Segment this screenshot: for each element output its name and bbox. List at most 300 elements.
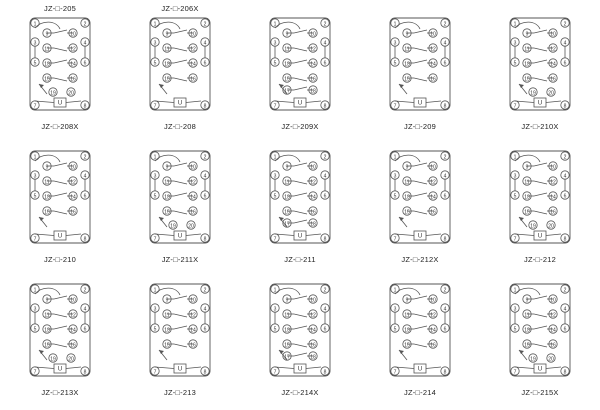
svg-text:13: 13 (284, 194, 290, 201)
svg-text:11: 11 (44, 46, 50, 53)
coil-label: U (177, 100, 183, 107)
terminal-8 (201, 234, 209, 243)
svg-text:4: 4 (83, 40, 87, 47)
svg-text:16: 16 (190, 76, 196, 83)
terminal-8 (81, 234, 89, 243)
svg-text:16: 16 (430, 209, 436, 216)
svg-text:11: 11 (164, 312, 170, 319)
terminal-19 (529, 88, 537, 97)
diagram-caption: JZ-□-210 (44, 255, 76, 264)
coil-label: U (537, 366, 543, 373)
svg-text:9: 9 (405, 297, 409, 304)
svg-text:15: 15 (164, 76, 170, 83)
relay-diagram (141, 145, 219, 253)
svg-text:6: 6 (563, 326, 567, 333)
svg-text:3: 3 (33, 173, 37, 180)
svg-text:5: 5 (33, 326, 37, 333)
diagram-caption: JZ-□-211X (161, 255, 199, 264)
svg-text:12: 12 (190, 46, 196, 53)
svg-text:9: 9 (45, 31, 49, 38)
relay-diagram (21, 145, 99, 253)
svg-text:2: 2 (563, 154, 567, 161)
svg-text:13: 13 (284, 327, 290, 334)
relay-diagram (381, 145, 459, 253)
relay-diagram (21, 278, 99, 386)
svg-text:8: 8 (323, 103, 327, 110)
svg-text:6: 6 (203, 326, 207, 333)
svg-text:8: 8 (83, 236, 87, 243)
terminal-5 (271, 58, 279, 67)
svg-text:19: 19 (50, 90, 56, 97)
svg-text:15: 15 (524, 342, 530, 349)
terminal-6 (321, 58, 329, 67)
terminal-2 (561, 285, 569, 294)
terminal-2 (81, 285, 89, 294)
svg-text:20: 20 (548, 90, 554, 97)
terminal-4 (81, 304, 89, 313)
svg-text:13: 13 (284, 61, 290, 68)
coil-label: U (177, 366, 183, 373)
svg-text:14: 14 (310, 327, 316, 334)
svg-text:15: 15 (404, 342, 410, 349)
coil-label: U (297, 100, 303, 107)
relay-diagram (261, 12, 339, 120)
terminal-1 (151, 285, 159, 294)
terminal-3 (511, 304, 519, 313)
svg-text:20: 20 (548, 223, 554, 230)
terminal-7 (151, 234, 159, 243)
terminal-4 (321, 304, 329, 313)
svg-text:11: 11 (44, 179, 50, 186)
relay-diagram (501, 12, 579, 120)
svg-text:2: 2 (323, 154, 327, 161)
svg-text:20: 20 (188, 223, 194, 230)
svg-text:3: 3 (393, 173, 397, 180)
svg-text:16: 16 (310, 209, 316, 216)
terminal-6 (201, 58, 209, 67)
svg-text:1: 1 (153, 21, 157, 28)
svg-text:9: 9 (525, 297, 529, 304)
svg-text:15: 15 (44, 76, 50, 83)
svg-text:13: 13 (524, 194, 530, 201)
terminal-20 (67, 354, 75, 363)
svg-text:4: 4 (563, 306, 567, 313)
svg-text:1: 1 (273, 154, 277, 161)
svg-text:6: 6 (563, 193, 567, 200)
diagram-caption: JZ-□-212 (524, 255, 556, 264)
svg-text:14: 14 (70, 194, 76, 201)
terminal-2 (441, 152, 449, 161)
terminal-8 (201, 367, 209, 376)
svg-text:4: 4 (203, 173, 207, 180)
svg-text:9: 9 (45, 164, 49, 171)
diagram-cell (0, 10, 120, 143)
svg-text:7: 7 (393, 103, 397, 110)
diagram-caption: JZ-□-214X (281, 388, 319, 397)
svg-text:16: 16 (70, 342, 76, 349)
svg-text:3: 3 (513, 173, 517, 180)
terminal-7 (31, 367, 39, 376)
terminal-7 (151, 367, 159, 376)
terminal-20 (547, 221, 555, 230)
svg-text:19: 19 (50, 356, 56, 363)
svg-text:12: 12 (430, 46, 436, 53)
svg-text:7: 7 (513, 369, 517, 376)
terminal-5 (151, 324, 159, 333)
terminal-6 (321, 191, 329, 200)
svg-text:18: 18 (310, 221, 316, 228)
terminal-2 (81, 152, 89, 161)
terminal-19 (529, 221, 537, 230)
svg-text:17: 17 (284, 354, 290, 361)
svg-text:9: 9 (285, 31, 289, 38)
svg-text:7: 7 (273, 369, 277, 376)
diagram-cell (480, 276, 600, 409)
terminal-1 (151, 19, 159, 28)
svg-text:3: 3 (273, 306, 277, 313)
svg-text:5: 5 (153, 193, 157, 200)
svg-text:12: 12 (430, 312, 436, 319)
terminal-5 (271, 191, 279, 200)
terminal-7 (511, 367, 519, 376)
svg-text:5: 5 (33, 193, 37, 200)
terminal-3 (31, 304, 39, 313)
svg-text:10: 10 (70, 31, 76, 38)
svg-text:13: 13 (524, 61, 530, 68)
svg-text:7: 7 (33, 236, 37, 243)
svg-text:8: 8 (323, 236, 327, 243)
svg-text:6: 6 (203, 60, 207, 67)
terminal-2 (441, 285, 449, 294)
svg-text:14: 14 (70, 327, 76, 334)
diagram-caption: JZ-□-213X (41, 388, 79, 397)
svg-text:7: 7 (393, 369, 397, 376)
svg-text:4: 4 (203, 306, 207, 313)
svg-text:7: 7 (273, 103, 277, 110)
svg-text:13: 13 (164, 327, 170, 334)
svg-text:10: 10 (550, 297, 556, 304)
svg-text:5: 5 (33, 60, 37, 67)
terminal-5 (151, 191, 159, 200)
svg-text:11: 11 (404, 46, 410, 53)
svg-text:1: 1 (273, 287, 277, 294)
svg-text:13: 13 (164, 194, 170, 201)
diagram-cell (120, 143, 240, 276)
relay-diagram (261, 278, 339, 386)
terminal-1 (511, 19, 519, 28)
terminal-5 (391, 58, 399, 67)
svg-text:2: 2 (83, 154, 87, 161)
svg-text:18: 18 (310, 88, 316, 95)
terminal-7 (271, 101, 279, 110)
svg-text:1: 1 (33, 287, 37, 294)
svg-text:12: 12 (550, 312, 556, 319)
svg-text:10: 10 (550, 31, 556, 38)
diagram-caption: JZ-□-208 (164, 122, 196, 131)
terminal-7 (271, 367, 279, 376)
svg-text:12: 12 (310, 179, 316, 186)
svg-text:2: 2 (203, 21, 207, 28)
svg-text:5: 5 (513, 326, 517, 333)
svg-text:7: 7 (273, 236, 277, 243)
svg-text:2: 2 (83, 287, 87, 294)
svg-text:7: 7 (33, 103, 37, 110)
terminal-5 (31, 191, 39, 200)
terminal-1 (391, 152, 399, 161)
svg-text:5: 5 (273, 60, 277, 67)
svg-text:3: 3 (513, 40, 517, 47)
svg-text:8: 8 (203, 369, 207, 376)
terminal-4 (561, 171, 569, 180)
caption-text: JZ-□-206X (161, 4, 199, 13)
coil-label: U (417, 100, 423, 107)
svg-text:5: 5 (393, 60, 397, 67)
relay-diagram (141, 12, 219, 120)
terminal-1 (31, 285, 39, 294)
svg-text:1: 1 (33, 21, 37, 28)
svg-text:15: 15 (164, 342, 170, 349)
relay-diagram (141, 278, 219, 386)
terminal-7 (511, 234, 519, 243)
diagram-grid (0, 10, 600, 410)
svg-text:14: 14 (190, 194, 196, 201)
terminal-3 (391, 38, 399, 47)
svg-text:10: 10 (430, 164, 436, 171)
svg-text:1: 1 (153, 154, 157, 161)
svg-text:2: 2 (203, 154, 207, 161)
relay-diagram (381, 278, 459, 386)
svg-text:8: 8 (323, 369, 327, 376)
svg-text:19: 19 (530, 223, 536, 230)
coil-label: U (57, 100, 63, 107)
svg-text:6: 6 (443, 60, 447, 67)
terminal-4 (201, 304, 209, 313)
terminal-5 (31, 324, 39, 333)
svg-text:15: 15 (44, 342, 50, 349)
terminal-3 (151, 304, 159, 313)
terminal-8 (321, 234, 329, 243)
terminal-20 (547, 88, 555, 97)
terminal-5 (511, 324, 519, 333)
terminal-8 (321, 101, 329, 110)
terminal-8 (201, 101, 209, 110)
terminal-8 (561, 367, 569, 376)
terminal-3 (271, 38, 279, 47)
terminal-7 (151, 101, 159, 110)
svg-text:16: 16 (70, 209, 76, 216)
terminal-1 (151, 152, 159, 161)
svg-text:6: 6 (323, 60, 327, 67)
svg-text:8: 8 (443, 103, 447, 110)
svg-text:12: 12 (70, 312, 76, 319)
svg-text:8: 8 (563, 236, 567, 243)
svg-text:12: 12 (550, 179, 556, 186)
svg-text:16: 16 (190, 342, 196, 349)
terminal-3 (271, 171, 279, 180)
svg-text:6: 6 (323, 326, 327, 333)
relay-diagram (381, 12, 459, 120)
coil-label: U (57, 233, 63, 240)
svg-text:9: 9 (525, 164, 529, 171)
svg-text:7: 7 (33, 369, 37, 376)
svg-text:13: 13 (404, 327, 410, 334)
terminal-1 (271, 285, 279, 294)
terminal-2 (561, 19, 569, 28)
terminal-4 (81, 171, 89, 180)
svg-text:1: 1 (393, 287, 397, 294)
svg-text:9: 9 (405, 31, 409, 38)
svg-text:3: 3 (273, 173, 277, 180)
terminal-3 (151, 171, 159, 180)
terminal-5 (391, 191, 399, 200)
terminal-4 (561, 304, 569, 313)
svg-text:4: 4 (83, 173, 87, 180)
relay-diagram (501, 278, 579, 386)
terminal-3 (511, 171, 519, 180)
svg-text:9: 9 (165, 297, 169, 304)
terminal-2 (81, 19, 89, 28)
svg-text:4: 4 (83, 306, 87, 313)
terminal-20 (547, 354, 555, 363)
svg-text:14: 14 (430, 194, 436, 201)
svg-text:10: 10 (310, 297, 316, 304)
svg-text:7: 7 (513, 103, 517, 110)
svg-text:20: 20 (68, 356, 74, 363)
svg-text:10: 10 (70, 297, 76, 304)
svg-text:20: 20 (68, 90, 74, 97)
svg-text:13: 13 (164, 61, 170, 68)
svg-text:1: 1 (513, 21, 517, 28)
terminal-2 (321, 152, 329, 161)
caption-text: JZ-□-205 (44, 4, 76, 13)
terminal-6 (201, 324, 209, 333)
coil-label: U (57, 366, 63, 373)
diagram-cell (240, 10, 360, 143)
svg-text:16: 16 (310, 76, 316, 83)
terminal-3 (271, 304, 279, 313)
terminal-7 (391, 234, 399, 243)
terminal-6 (81, 58, 89, 67)
terminal-8 (441, 367, 449, 376)
svg-text:6: 6 (563, 60, 567, 67)
terminal-20 (187, 221, 195, 230)
terminal-2 (201, 285, 209, 294)
svg-text:11: 11 (284, 312, 290, 319)
svg-text:2: 2 (563, 21, 567, 28)
terminal-5 (511, 58, 519, 67)
svg-text:5: 5 (393, 326, 397, 333)
svg-text:13: 13 (524, 327, 530, 334)
svg-text:15: 15 (524, 209, 530, 216)
relay-diagram (261, 145, 339, 253)
svg-text:4: 4 (443, 40, 447, 47)
coil-label: U (177, 233, 183, 240)
diagram-caption: JZ-□-210X (521, 122, 559, 131)
svg-text:1: 1 (513, 154, 517, 161)
svg-text:14: 14 (550, 327, 556, 334)
svg-text:7: 7 (513, 236, 517, 243)
terminal-3 (391, 171, 399, 180)
svg-text:11: 11 (524, 46, 530, 53)
diagram-cell (360, 276, 480, 409)
terminal-4 (441, 304, 449, 313)
svg-text:15: 15 (44, 209, 50, 216)
svg-text:9: 9 (405, 164, 409, 171)
svg-text:3: 3 (513, 306, 517, 313)
svg-text:12: 12 (310, 312, 316, 319)
svg-text:6: 6 (83, 326, 87, 333)
svg-text:10: 10 (190, 31, 196, 38)
diagram-caption: JZ-□-208X (41, 122, 79, 131)
terminal-6 (561, 191, 569, 200)
terminal-8 (321, 367, 329, 376)
diagram-cell (120, 10, 240, 143)
svg-text:10: 10 (310, 31, 316, 38)
diagram-cell (0, 143, 120, 276)
svg-text:16: 16 (430, 76, 436, 83)
svg-text:14: 14 (550, 61, 556, 68)
terminal-3 (391, 304, 399, 313)
svg-text:11: 11 (164, 179, 170, 186)
svg-text:8: 8 (83, 103, 87, 110)
svg-text:1: 1 (513, 287, 517, 294)
svg-text:13: 13 (44, 61, 50, 68)
svg-text:1: 1 (33, 154, 37, 161)
svg-text:2: 2 (83, 21, 87, 28)
svg-text:15: 15 (524, 76, 530, 83)
svg-text:7: 7 (393, 236, 397, 243)
terminal-1 (271, 19, 279, 28)
svg-text:6: 6 (203, 193, 207, 200)
svg-text:11: 11 (164, 46, 170, 53)
svg-text:11: 11 (524, 179, 530, 186)
terminal-19 (49, 88, 57, 97)
svg-text:4: 4 (323, 40, 327, 47)
svg-text:6: 6 (83, 60, 87, 67)
svg-text:10: 10 (430, 31, 436, 38)
terminal-7 (31, 234, 39, 243)
terminal-6 (81, 324, 89, 333)
terminal-1 (391, 285, 399, 294)
diagram-caption: JZ-□-213 (164, 388, 196, 397)
diagram-caption: JZ-□-209X (281, 122, 319, 131)
svg-text:9: 9 (285, 297, 289, 304)
svg-text:11: 11 (284, 179, 290, 186)
svg-text:12: 12 (190, 179, 196, 186)
terminal-4 (321, 171, 329, 180)
svg-text:6: 6 (83, 193, 87, 200)
svg-text:10: 10 (550, 164, 556, 171)
svg-text:9: 9 (45, 297, 49, 304)
svg-text:19: 19 (530, 356, 536, 363)
svg-text:9: 9 (285, 164, 289, 171)
terminal-4 (561, 38, 569, 47)
svg-text:19: 19 (530, 90, 536, 97)
svg-text:4: 4 (203, 40, 207, 47)
svg-text:16: 16 (550, 342, 556, 349)
svg-text:2: 2 (323, 21, 327, 28)
svg-text:3: 3 (393, 40, 397, 47)
diagram-cell (120, 276, 240, 409)
svg-text:4: 4 (443, 173, 447, 180)
svg-text:10: 10 (430, 297, 436, 304)
svg-text:2: 2 (203, 287, 207, 294)
svg-text:16: 16 (70, 76, 76, 83)
svg-text:8: 8 (563, 369, 567, 376)
diagram-caption: JZ-□-212X (401, 255, 439, 264)
svg-text:14: 14 (550, 194, 556, 201)
svg-text:11: 11 (44, 312, 50, 319)
